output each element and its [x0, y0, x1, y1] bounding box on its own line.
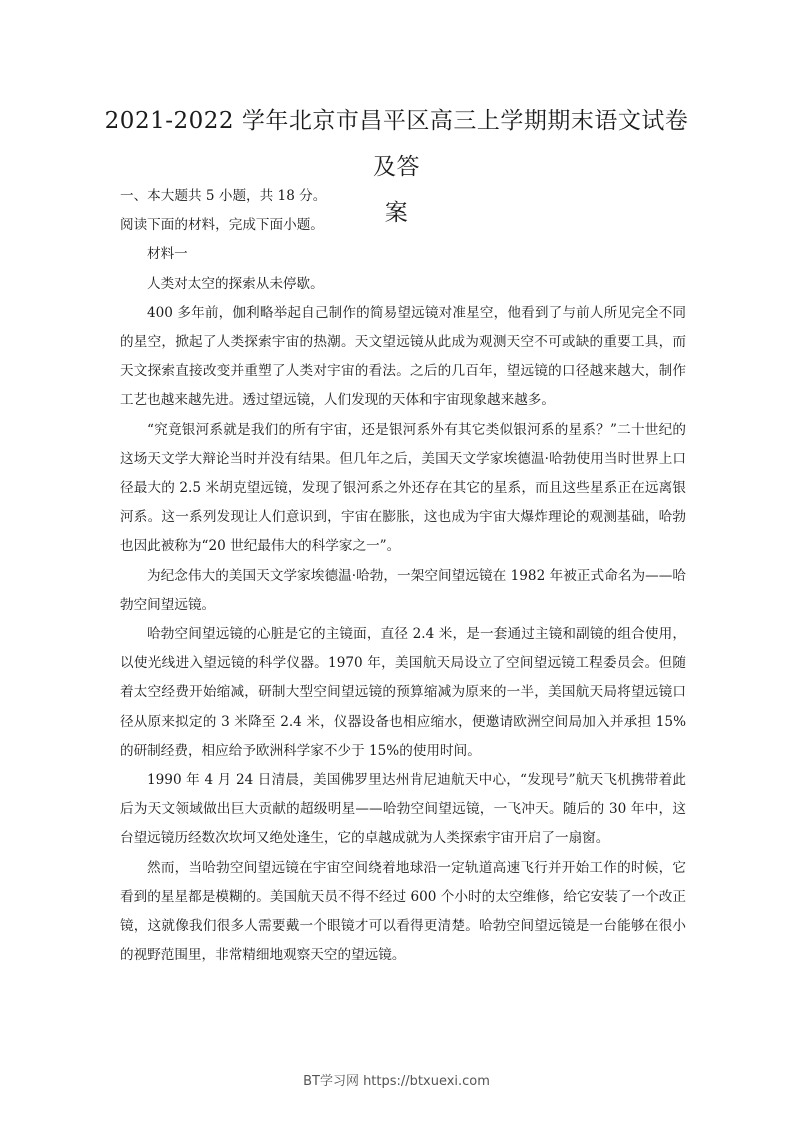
- title-line-2: 案: [384, 200, 409, 226]
- instruction: 阅读下面的材料，完成下面小题。: [120, 217, 324, 234]
- footer-watermark: BT学习网 https://btxuexi.com: [303, 1074, 490, 1089]
- paragraph: 哈勃空间望远镜的心脏是它的主镜面，直径 2.4 米，是一套通过主镜和副镜的组合使用，以使光线进入望远镜的科学仪器。1970 年，美国航天局设立了空间望远镜工程委员会。但随着太空经费开始缩减，研制大型空间望远镜的预算缩减为原来的一半，美国航天局将望远镜口径从原来拟定的 3 米降至 2.4 米，仪器设备也相应缩水，便邀请欧洲空间局加入并承担 15%的研制经费，相应给予欧洲科学家不少于 15%的使用时间。: [120, 626, 686, 759]
- material-label: 材料一: [147, 246, 188, 263]
- section-header: 一、本大题共 5 小题，共 18 分。: [120, 188, 327, 204]
- paragraph: 然而，当哈勃空间望远镜在宇宙空间绕着地球沿一定轨道高速飞行并开始工作的时候，它看到的星星都是模糊的。美国航天员不得不经过 600 个小时的太空维修，给它安装了一个改正镜，这就像我们很多人需要戴一个眼镜才可以看得更清楚。哈勃空间望远镜是一台能够在很小的视野范围里，非常精细地观察天空的望远镜。: [120, 859, 686, 964]
- paragraph: 400 多年前，伽利略举起自己制作的简易望远镜对准星空，他看到了与前人所见完全不同的星空，掀起了人类探索宇宙的热潮。天文望远镜从此成为观测天空不可或缺的重要工具，而天文探索直接改变并重塑了人类对宇宙的看法。之后的几百年，望远镜的口径越来越大，制作工艺也越来越先进。透过望远镜，人们发现的天体和宇宙现象越来越多。: [120, 304, 686, 409]
- paragraph: “究竟银河系就是我们的所有宇宙，还是银河系外有其它类似银河系的星系？”二十世纪的这场天文学大辩论当时并没有结果。但几年之后，美国天文学家埃德温·哈勃使用当时世界上口径最大的 2.5 米胡克望远镜，发现了银河系之外还存在其它的星系，而且这些星系正在远离银河系。这一系列发现让人们意识到，宇宙在膨胀，这也成为宇宙大爆炸理论的观测基础，哈勃也因此被称为“20 世纪最伟大的科学家之一”。: [120, 421, 686, 555]
- paragraph: 为纪念伟大的美国天文学家埃德温·哈勃，一架空间望远镜在 1982 年被正式命名为——哈勃空间望远镜。: [120, 567, 686, 613]
- title-line-1: 2021-2022 学年北京市昌平区高三上学期期末语文试卷及答: [104, 108, 689, 180]
- paragraph: 1990 年 4 月 24 日清晨，美国佛罗里达州肯尼迪航天中心，“发现号”航天飞机携带着此后为天文领域做出巨大贡献的超级明星——哈勃空间望远镜，一飞冲天。随后的 30 年中，这台望远镜历经数次坎坷又绝处逢生，它的卓越成就为人类探索宇宙开启了一扇窗。: [120, 772, 686, 847]
- paragraph: 人类对太空的探索从未停歇。: [147, 275, 324, 292]
- document-body: [120, 182, 686, 970]
